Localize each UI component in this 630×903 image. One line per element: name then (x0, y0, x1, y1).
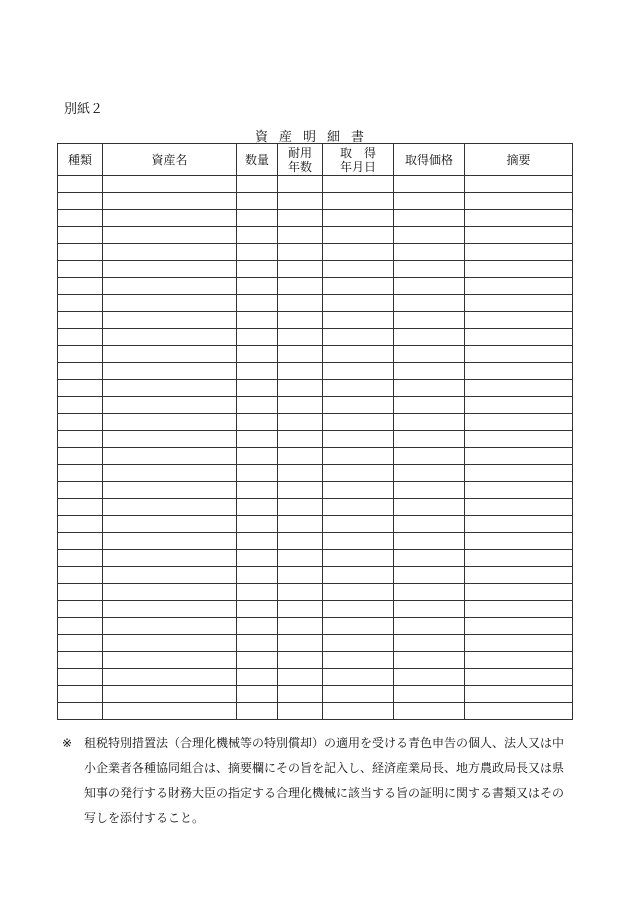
table-cell-type (58, 244, 103, 261)
table-cell-useful-life (278, 346, 323, 363)
table-cell-type (58, 652, 103, 669)
table-cell-acquisition-date (323, 278, 394, 295)
table-cell-type (58, 380, 103, 397)
table-cell-acquisition-price (394, 176, 465, 193)
table-cell-type (58, 431, 103, 448)
table-cell-acquisition-price (394, 703, 465, 720)
table-row (58, 567, 573, 584)
table-cell-type (58, 465, 103, 482)
table-cell-acquisition-date (323, 261, 394, 278)
table-cell-asset-name (103, 312, 237, 329)
table-cell-acquisition-price (394, 635, 465, 652)
table-row (58, 669, 573, 686)
table-cell-acquisition-price (394, 380, 465, 397)
table-cell-acquisition-price (394, 669, 465, 686)
table-cell-quantity (237, 244, 278, 261)
table-cell-remarks (465, 601, 573, 618)
table-cell-acquisition-date (323, 176, 394, 193)
table-cell-type (58, 601, 103, 618)
table-cell-asset-name (103, 584, 237, 601)
table-cell-remarks (465, 227, 573, 244)
table-cell-type (58, 312, 103, 329)
table-cell-remarks (465, 278, 573, 295)
column-header-label: 数量 (244, 152, 269, 167)
table-cell-useful-life (278, 703, 323, 720)
table-cell-acquisition-date (323, 312, 394, 329)
table-cell-acquisition-price (394, 499, 465, 516)
table-cell-acquisition-price (394, 448, 465, 465)
table-cell-acquisition-price (394, 618, 465, 635)
asset-detail-table (57, 143, 573, 720)
table-cell-asset-name (103, 669, 237, 686)
column-header-label: 取 得 (339, 145, 376, 160)
table-cell-quantity (237, 448, 278, 465)
table-cell-type (58, 448, 103, 465)
note-text: 租税特別措置法（合理化機械等の特別償却）の適用を受ける青色申告の個人、法人又は中小企業者各種協同組合は、摘要欄にその旨を記入し、経済産業局長、地方農政局長又は県知事の発行する財務大臣の指定する合理化機械に該当する旨の証明に関する書類又はその写しを添付すること。 (84, 736, 565, 825)
table-row (58, 227, 573, 244)
table-cell-asset-name (103, 346, 237, 363)
table-cell-remarks (465, 380, 573, 397)
table-row (58, 652, 573, 669)
table-cell-acquisition-price (394, 533, 465, 550)
table-cell-quantity (237, 482, 278, 499)
table-cell-quantity (237, 278, 278, 295)
table-cell-type (58, 346, 103, 363)
table-cell-asset-name (103, 414, 237, 431)
table-cell-type (58, 295, 103, 312)
table-cell-quantity (237, 380, 278, 397)
table-cell-type (58, 635, 103, 652)
table-cell-acquisition-price (394, 601, 465, 618)
column-header-label: 種類 (67, 152, 92, 167)
table-cell-type (58, 550, 103, 567)
table-cell-acquisition-date (323, 346, 394, 363)
table-cell-remarks (465, 533, 573, 550)
table-cell-type (58, 329, 103, 346)
table-body (58, 176, 573, 720)
table-row (58, 584, 573, 601)
table-cell-remarks (465, 329, 573, 346)
table-row (58, 618, 573, 635)
table-row (58, 482, 573, 499)
table-cell-quantity (237, 329, 278, 346)
table-row (58, 278, 573, 295)
table-cell-acquisition-price (394, 686, 465, 703)
table-cell-remarks (465, 635, 573, 652)
table-cell-acquisition-date (323, 686, 394, 703)
table-cell-acquisition-price (394, 295, 465, 312)
table-cell-useful-life (278, 567, 323, 584)
table-cell-quantity (237, 431, 278, 448)
document-title: 資産明細書 (254, 130, 375, 145)
table-cell-acquisition-price (394, 465, 465, 482)
table-cell-acquisition-price (394, 278, 465, 295)
table-row (58, 686, 573, 703)
table-cell-acquisition-date (323, 193, 394, 210)
table-cell-asset-name (103, 210, 237, 227)
table-cell-useful-life (278, 363, 323, 380)
table-cell-acquisition-date (323, 380, 394, 397)
table-cell-quantity (237, 550, 278, 567)
table-row (58, 329, 573, 346)
table-cell-quantity (237, 363, 278, 380)
table-cell-asset-name (103, 329, 237, 346)
table-cell-acquisition-price (394, 550, 465, 567)
table-cell-remarks (465, 516, 573, 533)
table-cell-quantity (237, 601, 278, 618)
table-cell-acquisition-date (323, 244, 394, 261)
table-cell-acquisition-date (323, 601, 394, 618)
table-cell-asset-name (103, 193, 237, 210)
table-cell-quantity (237, 176, 278, 193)
table-cell-type (58, 363, 103, 380)
table-cell-acquisition-price (394, 312, 465, 329)
table-cell-asset-name (103, 227, 237, 244)
table-cell-acquisition-date (323, 397, 394, 414)
table-cell-remarks (465, 482, 573, 499)
table-cell-acquisition-date (323, 550, 394, 567)
table-cell-quantity (237, 686, 278, 703)
table-cell-useful-life (278, 210, 323, 227)
table-cell-useful-life (278, 295, 323, 312)
table-cell-acquisition-price (394, 244, 465, 261)
table-cell-quantity (237, 227, 278, 244)
table-cell-remarks (465, 550, 573, 567)
table-cell-quantity (237, 397, 278, 414)
table-cell-quantity (237, 499, 278, 516)
table-row (58, 193, 573, 210)
column-header-useful-life (278, 144, 323, 176)
table-cell-acquisition-price (394, 414, 465, 431)
table-cell-useful-life (278, 397, 323, 414)
table-cell-remarks (465, 346, 573, 363)
table-cell-useful-life (278, 380, 323, 397)
table-cell-useful-life (278, 652, 323, 669)
table-cell-acquisition-price (394, 397, 465, 414)
table-cell-quantity (237, 516, 278, 533)
table-cell-type (58, 669, 103, 686)
table-cell-type (58, 261, 103, 278)
table-row (58, 176, 573, 193)
table-cell-asset-name (103, 465, 237, 482)
table-cell-useful-life (278, 448, 323, 465)
table-cell-acquisition-price (394, 227, 465, 244)
table-cell-quantity (237, 261, 278, 278)
column-header-acquisition-price (394, 144, 465, 176)
table-cell-remarks (465, 397, 573, 414)
table-cell-useful-life (278, 584, 323, 601)
table-cell-type (58, 397, 103, 414)
table-cell-acquisition-date (323, 567, 394, 584)
table-cell-asset-name (103, 482, 237, 499)
table-cell-type (58, 227, 103, 244)
table-row (58, 363, 573, 380)
column-header-label: 年月日 (339, 159, 376, 174)
table-row (58, 346, 573, 363)
table-cell-acquisition-date (323, 703, 394, 720)
table-cell-useful-life (278, 669, 323, 686)
table-cell-acquisition-price (394, 210, 465, 227)
table-cell-asset-name (103, 550, 237, 567)
table-cell-useful-life (278, 686, 323, 703)
table-cell-useful-life (278, 516, 323, 533)
table-row (58, 635, 573, 652)
table-cell-acquisition-date (323, 533, 394, 550)
table-row (58, 516, 573, 533)
table-cell-asset-name (103, 703, 237, 720)
table-cell-useful-life (278, 227, 323, 244)
table-cell-acquisition-price (394, 329, 465, 346)
table-cell-acquisition-price (394, 567, 465, 584)
table-cell-quantity (237, 193, 278, 210)
column-header-label: 年数 (287, 159, 312, 174)
table-cell-useful-life (278, 193, 323, 210)
attachment-label: 別紙２ (64, 102, 104, 117)
table-row (58, 312, 573, 329)
table-cell-type (58, 414, 103, 431)
column-header-quantity (237, 144, 278, 176)
table-cell-acquisition-date (323, 465, 394, 482)
table-cell-acquisition-date (323, 516, 394, 533)
table-cell-remarks (465, 686, 573, 703)
table-cell-type (58, 482, 103, 499)
table-cell-asset-name (103, 618, 237, 635)
table-cell-remarks (465, 363, 573, 380)
table-cell-useful-life (278, 431, 323, 448)
table-cell-remarks (465, 414, 573, 431)
table-cell-asset-name (103, 431, 237, 448)
table-cell-useful-life (278, 244, 323, 261)
table-cell-asset-name (103, 295, 237, 312)
table-cell-acquisition-price (394, 193, 465, 210)
table-cell-asset-name (103, 499, 237, 516)
table-cell-acquisition-price (394, 431, 465, 448)
table-cell-asset-name (103, 533, 237, 550)
table-cell-acquisition-price (394, 261, 465, 278)
table-cell-type (58, 584, 103, 601)
table-cell-acquisition-date (323, 414, 394, 431)
table-cell-quantity (237, 652, 278, 669)
table-cell-useful-life (278, 261, 323, 278)
table-cell-quantity (237, 295, 278, 312)
table-cell-acquisition-date (323, 295, 394, 312)
table-cell-remarks (465, 652, 573, 669)
table-row (58, 295, 573, 312)
table-cell-acquisition-price (394, 346, 465, 363)
table-cell-asset-name (103, 244, 237, 261)
table-cell-asset-name (103, 261, 237, 278)
table-cell-type (58, 176, 103, 193)
table-row (58, 533, 573, 550)
table-row (58, 550, 573, 567)
table-row (58, 601, 573, 618)
table-cell-remarks (465, 261, 573, 278)
table-cell-quantity (237, 465, 278, 482)
footnote (62, 731, 574, 831)
table-cell-remarks (465, 618, 573, 635)
table-cell-asset-name (103, 652, 237, 669)
table-cell-remarks (465, 584, 573, 601)
column-header-acquisition-date (323, 144, 394, 176)
table-cell-asset-name (103, 516, 237, 533)
table-cell-remarks (465, 465, 573, 482)
table-cell-quantity (237, 346, 278, 363)
table-row (58, 499, 573, 516)
table-cell-asset-name (103, 397, 237, 414)
table-cell-useful-life (278, 618, 323, 635)
column-header-label: 耐用 (287, 145, 312, 160)
table-cell-acquisition-date (323, 584, 394, 601)
table-cell-remarks (465, 312, 573, 329)
table-cell-acquisition-price (394, 516, 465, 533)
column-header-label: 取得価格 (404, 152, 453, 167)
table-cell-remarks (465, 703, 573, 720)
table-cell-useful-life (278, 414, 323, 431)
table-cell-type (58, 516, 103, 533)
table-cell-remarks (465, 193, 573, 210)
table-cell-useful-life (278, 550, 323, 567)
table-cell-useful-life (278, 278, 323, 295)
column-header-asset-name (103, 144, 237, 176)
table-row (58, 414, 573, 431)
table-cell-useful-life (278, 329, 323, 346)
table-cell-acquisition-date (323, 448, 394, 465)
table-cell-acquisition-price (394, 652, 465, 669)
table-cell-type (58, 567, 103, 584)
table-cell-quantity (237, 618, 278, 635)
table-cell-acquisition-date (323, 482, 394, 499)
table-row (58, 397, 573, 414)
table-cell-asset-name (103, 686, 237, 703)
table-cell-asset-name (103, 176, 237, 193)
table-cell-type (58, 703, 103, 720)
table-cell-type (58, 499, 103, 516)
table-cell-acquisition-date (323, 652, 394, 669)
table-cell-asset-name (103, 278, 237, 295)
table-cell-acquisition-date (323, 431, 394, 448)
table-cell-acquisition-date (323, 669, 394, 686)
table-cell-acquisition-price (394, 584, 465, 601)
table-cell-quantity (237, 312, 278, 329)
table-cell-useful-life (278, 601, 323, 618)
table-cell-remarks (465, 499, 573, 516)
table-cell-remarks (465, 448, 573, 465)
table-cell-quantity (237, 635, 278, 652)
table-cell-asset-name (103, 448, 237, 465)
table-cell-useful-life (278, 482, 323, 499)
table-cell-quantity (237, 584, 278, 601)
table-row (58, 380, 573, 397)
table-cell-acquisition-price (394, 482, 465, 499)
table-cell-quantity (237, 567, 278, 584)
table-cell-acquisition-date (323, 635, 394, 652)
table-cell-remarks (465, 176, 573, 193)
table-cell-quantity (237, 533, 278, 550)
column-header-label: 資産名 (151, 152, 188, 167)
table-cell-acquisition-price (394, 363, 465, 380)
table-cell-asset-name (103, 363, 237, 380)
table-cell-acquisition-date (323, 329, 394, 346)
table-row (58, 244, 573, 261)
table-header-row (58, 144, 573, 176)
table-row (58, 465, 573, 482)
table-cell-type (58, 533, 103, 550)
table-cell-asset-name (103, 380, 237, 397)
table-cell-quantity (237, 703, 278, 720)
table-row (58, 703, 573, 720)
table-cell-quantity (237, 669, 278, 686)
table-cell-type (58, 278, 103, 295)
table-cell-remarks (465, 210, 573, 227)
table-cell-asset-name (103, 635, 237, 652)
column-header-type (58, 144, 103, 176)
table-row (58, 448, 573, 465)
table-cell-remarks (465, 295, 573, 312)
table-cell-quantity (237, 414, 278, 431)
table-cell-acquisition-date (323, 499, 394, 516)
table-cell-remarks (465, 431, 573, 448)
table-row (58, 210, 573, 227)
note-mark: ※ (62, 736, 73, 750)
table-cell-remarks (465, 567, 573, 584)
table-cell-asset-name (103, 567, 237, 584)
table-cell-useful-life (278, 465, 323, 482)
table-row (58, 431, 573, 448)
column-header-label: 摘要 (506, 152, 531, 167)
table-cell-useful-life (278, 312, 323, 329)
table-cell-quantity (237, 210, 278, 227)
table-cell-type (58, 618, 103, 635)
table-cell-acquisition-date (323, 227, 394, 244)
table-cell-type (58, 193, 103, 210)
table-cell-remarks (465, 244, 573, 261)
table-cell-useful-life (278, 635, 323, 652)
table-cell-acquisition-date (323, 363, 394, 380)
table-cell-useful-life (278, 533, 323, 550)
table-cell-remarks (465, 669, 573, 686)
table-cell-type (58, 686, 103, 703)
table-cell-acquisition-date (323, 210, 394, 227)
table-cell-useful-life (278, 499, 323, 516)
table-row (58, 261, 573, 278)
table-cell-useful-life (278, 176, 323, 193)
table-cell-acquisition-date (323, 618, 394, 635)
column-header-remarks (465, 144, 573, 176)
table-cell-asset-name (103, 601, 237, 618)
table-cell-type (58, 210, 103, 227)
